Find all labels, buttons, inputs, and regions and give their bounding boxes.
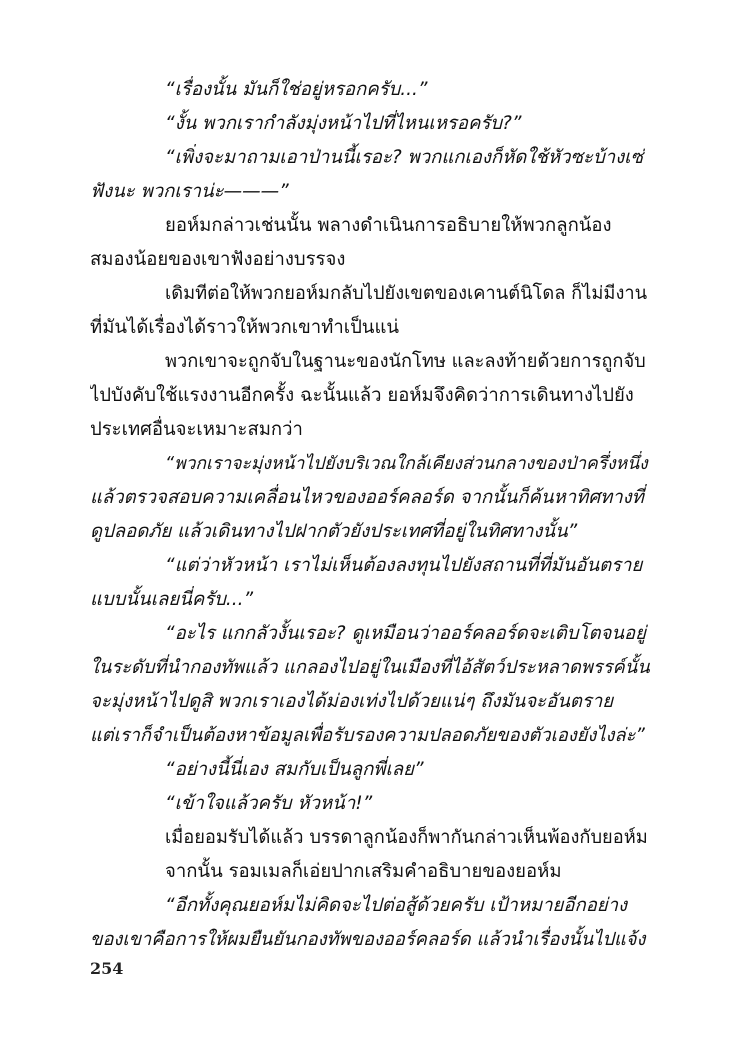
book-page-body bbox=[90, 74, 650, 974]
text-line-25: “อีกทั้งคุณยอห์มไม่คิดจะไปต่อสู้ด้วยครับ เป้าหมายอีกอย่าง bbox=[165, 895, 628, 916]
text-line-6: สมองน้อยของเขาฟังอย่างบรรจง bbox=[90, 249, 346, 270]
text-line-19: จะมุ่งหน้าไปดูสิ พวกเราเองได้ม่องเท่งไปด้วยแน่ๆ ถึงมันจะอันตราย bbox=[90, 691, 614, 712]
text-line-12: “พวกเราจะมุ่งหน้าไปยังบริเวณใกล้เคียงส่วนกลางของป่าครึ่งหนึ่ง bbox=[165, 454, 648, 474]
text-line-5: ยอห์มกล่าวเช่นนั้น พลางดำเนินการอธิบายให้พวกลูกน้อง bbox=[165, 215, 612, 236]
text-line-17: “อะไร แกกลัวงั้นเรอะ? ดูเหมือนว่าออร์คลอร์ดจะเติบโตจนอยู่ bbox=[165, 623, 646, 644]
text-line-24: จากนั้น รอมเมลก็เอ่ยปากเสริมคำอธิบายของยอห์ม bbox=[165, 861, 562, 882]
text-line-18: ในระดับที่นำกองทัพแล้ว แกลองไปอยู่ในเมืองที่ไอ้สัตว์ประหลาดพรรค์นั้น bbox=[90, 657, 650, 678]
text-line-21: “อย่างนี้นี่เอง สมกับเป็นลูกพี่เลย” bbox=[165, 759, 424, 780]
text-line-4: ฟังนะ พวกเราน่ะ———” bbox=[90, 181, 289, 202]
text-line-22: “เข้าใจแล้วครับ หัวหน้า!” bbox=[165, 793, 373, 814]
text-line-20: แต่เราก็จำเป็นต้องหาข้อมูลเพื่อรับรองความปลอดภัยของตัวเองยังไงล่ะ” bbox=[90, 725, 645, 746]
text-line-23: เมื่อยอมรับได้แล้ว บรรดาลูกน้องก็พากันกล่าวเห็นพ้องกับยอห์ม bbox=[165, 827, 648, 848]
text-line-26: ของเขาคือการให้ผมยืนยันกองทัพของออร์คลอร์ด แล้วนำเรื่องนั้นไปแจ้ง bbox=[90, 929, 646, 950]
text-line-10: ไปบังคับใช้แรงงานอีกครั้ง ฉะนั้นแล้ว ยอห์มจึงคิดว่าการเดินทางไปยัง bbox=[90, 385, 634, 406]
text-line-15: “แต่ว่าหัวหน้า เราไม่เห็นต้องลงทุนไปยังสถานที่ที่มันอันตราย bbox=[165, 555, 643, 576]
text-line-9: พวกเขาจะถูกจับในฐานะของนักโทษ และลงท้ายด้วยการถูกจับ bbox=[165, 351, 646, 372]
text-line-11: ประเทศอื่นจะเหมาะสมกว่า bbox=[90, 419, 303, 440]
text-line-1: “เรื่องนั้น มันก็ใช่อยู่หรอกครับ...” bbox=[165, 79, 428, 100]
text-line-14: ดูปลอดภัย แล้วเดินทางไปฝากตัวยังประเทศที่อยู่ในทิศทางนั้น” bbox=[90, 521, 578, 542]
text-line-16: แบบนั้นเลยนี่ครับ...” bbox=[90, 589, 254, 610]
text-line-7: เดิมทีต่อให้พวกยอห์มกลับไปยังเขตของเคานต์นิโดล ก็ไม่มีงาน bbox=[165, 283, 648, 304]
text-line-3: “เพิ่งจะมาถามเอาป่านนี้เรอะ? พวกแกเองก็หัดใช้หัวซะบ้างเซ่ bbox=[165, 147, 644, 168]
page-number: 254 bbox=[90, 959, 124, 978]
text-line-8: ที่มันได้เรื่องได้ราวให้พวกเขาทำเป็นแน่ bbox=[90, 317, 400, 338]
text-line-13: แล้วตรวจสอบความเคลื่อนไหวของออร์คลอร์ด จากนั้นก็ค้นหาทิศทางที่ bbox=[90, 487, 644, 508]
text-line-2: “งั้น พวกเรากำลังมุ่งหน้าไปที่ไหนเหรอครับ?” bbox=[165, 113, 522, 134]
